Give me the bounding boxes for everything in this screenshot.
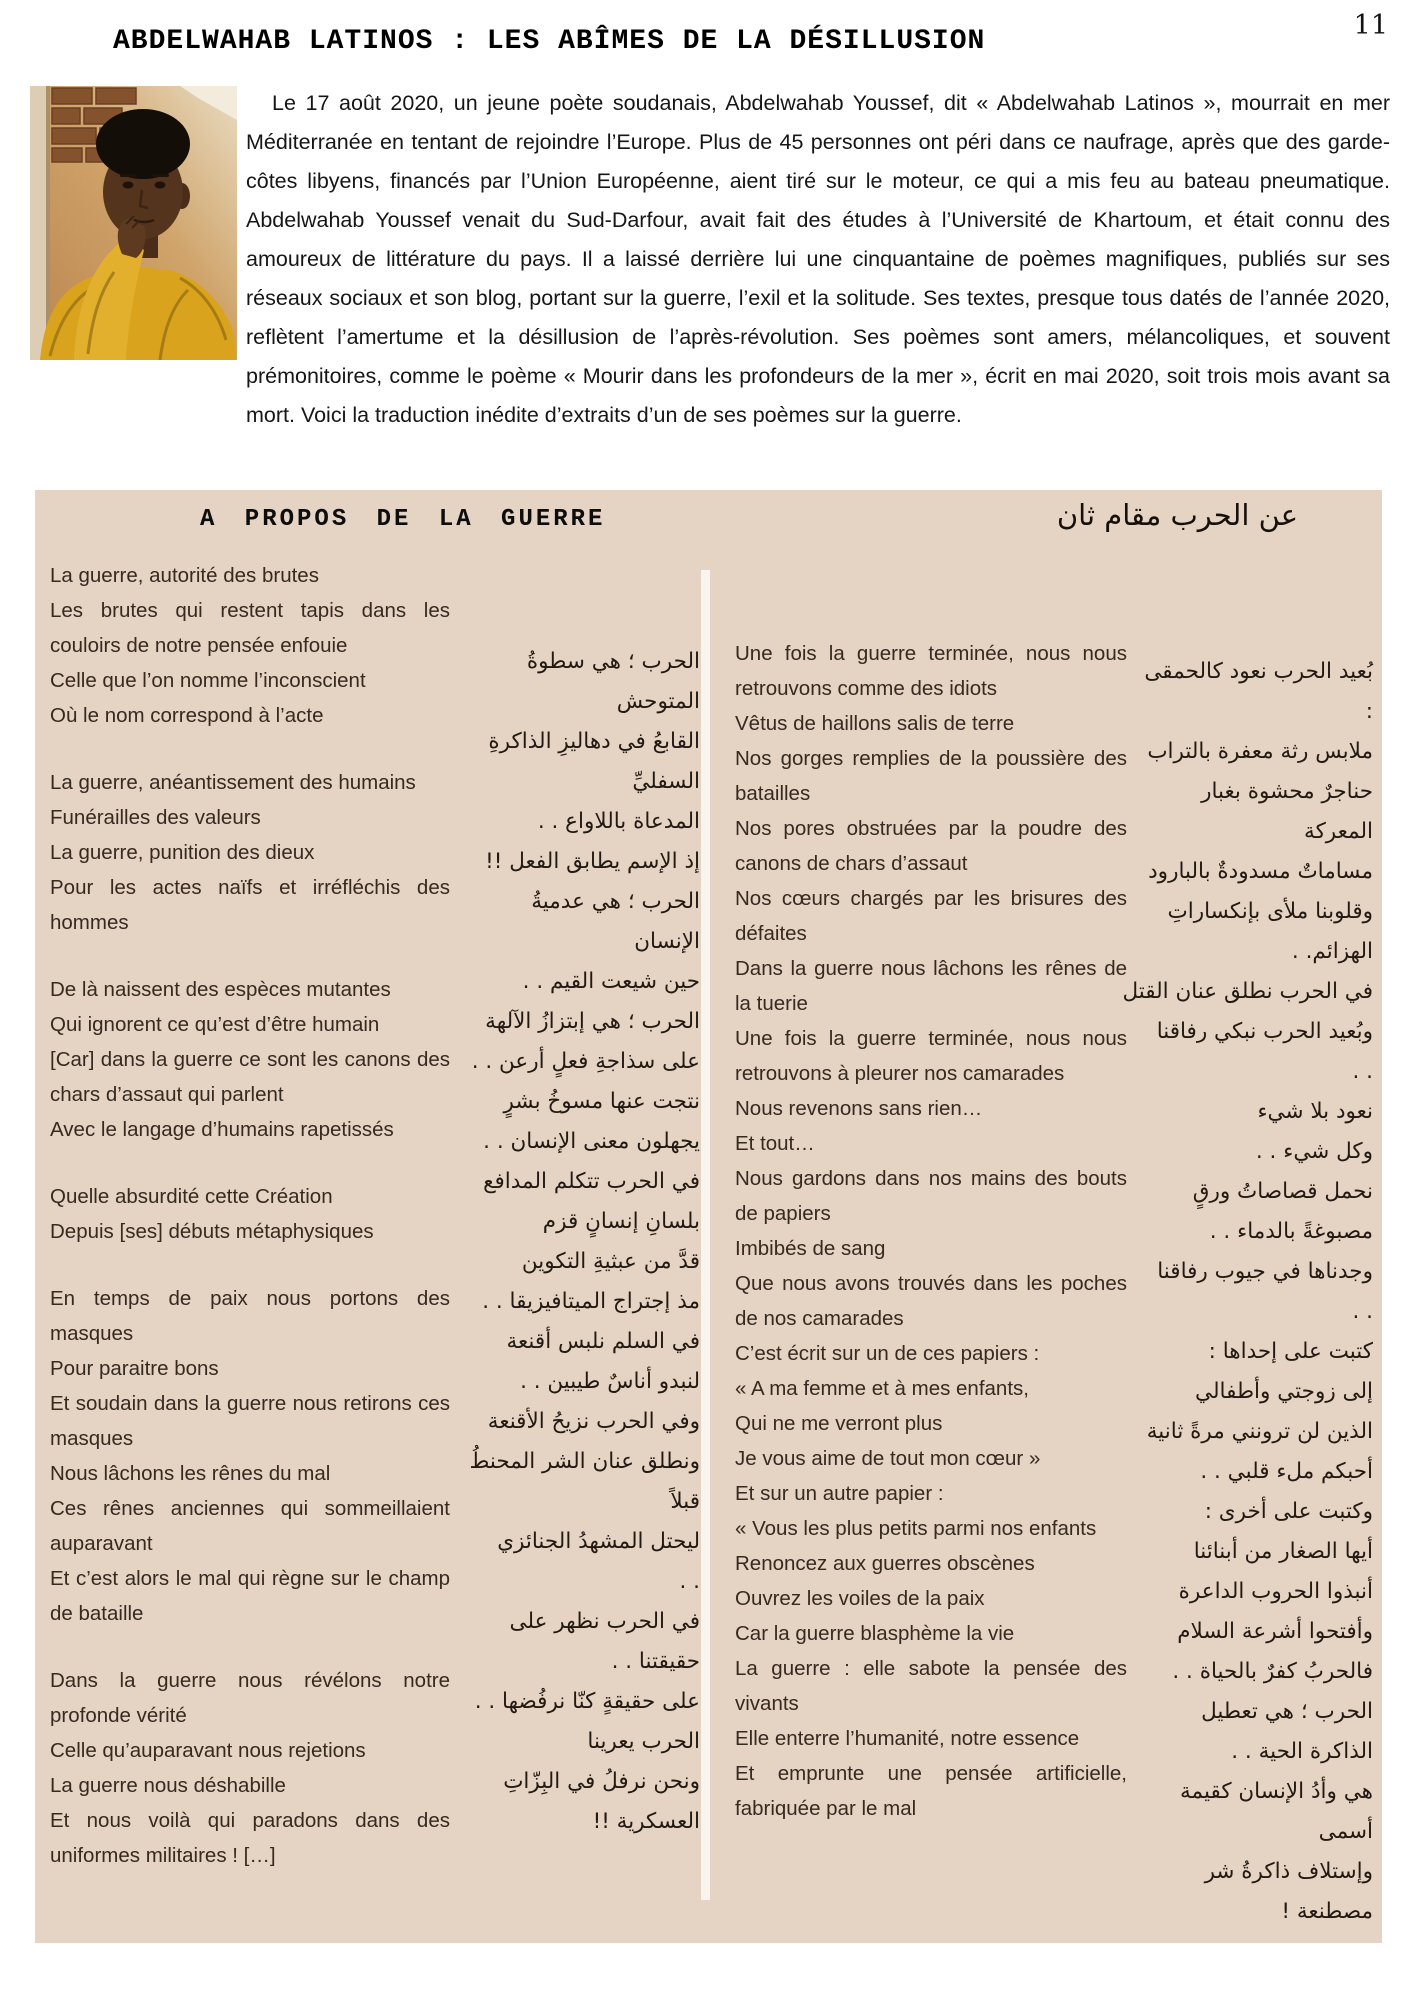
poem-line-fr: « Vous les plus petits parmi nos enfants	[735, 1517, 1097, 1540]
poem-line-ar: وفي الحرب نزيحُ الأقنعة	[487, 1409, 700, 1434]
poem-line-ar: في الحرب نظهر على	[509, 1609, 700, 1634]
poem-line-ar: وإستلاف ذاكرةُ شر	[1204, 1859, 1373, 1884]
poem-line-ar: وكل شيء . .	[1255, 1139, 1373, 1164]
poem-line-ar: إذ الإسم يطابق الفعل !!	[485, 849, 700, 874]
poem-line-ar: الحرب ؛ هي سطوةُ	[526, 649, 700, 674]
poem-line-fr: Nous lâchons les rênes du mal	[50, 1462, 331, 1485]
poem-line-ar: نتجت عنها مسوخُ بشرٍ	[503, 1089, 700, 1114]
poem-line-ar: هي وأدُ الإنسان كقيمة	[1180, 1779, 1373, 1804]
poem-line-ar: حقيقتنا . .	[611, 1649, 700, 1674]
poem-line-fr	[50, 1249, 450, 1281]
poet-eyebrow-left	[120, 174, 137, 177]
poem-line-ar: . .	[1352, 1059, 1373, 1084]
poem-line-fr: La guerre, autorité des brutes	[50, 564, 319, 587]
poem-line-fr: La guerre nous déshabille	[50, 1774, 286, 1797]
page-title: ABDELWAHAB LATINOS : LES ABÎMES DE LA DÉSILLUSION	[113, 26, 986, 57]
poem-line-fr: La guerre, anéantissement des humains	[50, 771, 416, 794]
poem-line-ar: في الحرب نطلق عنان القتل	[1122, 979, 1373, 1004]
poem-line-ar: مساماتٌ مسدودةٌ بالبارود	[1148, 859, 1373, 884]
poem-line-ar: نحمل قصاصاتُ ورقٍ	[1192, 1179, 1373, 1204]
poem-line-ar: قبلاً	[670, 1489, 700, 1514]
intro-paragraph: Le 17 août 2020, un jeune poète soudanais, Abdelwahab Youssef, dit « Abdelwahab Latinos », mourrait en mer Méditerranée en tentant de rejoindre l’Europe. Plus de 45 personnes ont péri dans ce naufrage, après que des garde-côtes libyens, financés par l’Union Européenne, aient tiré sur le moteur, ce qui a mis feu au bateau pneumatique. Abdelwahab Youssef venait du Sud-Darfour, avait fait des études à l’Université de Khartoum, et était connu des amoureux de littérature du pays. Il a laissé derrière lui une cinquantaine de poèmes magnifiques, publiés sur ses réseaux sociaux et son blog, portant sur la guerre, l’exil et la solitude. Ses textes, presque tous datés de l’année 2020, reflètent l’amertume et la désillusion de l’après-révolution. Ses poèmes sont amers, mélancoliques, et souvent prémonitoires, comme le poème « Mourir dans les profondeurs de la mer », écrit en mai 2020, soit trois mois avant sa mort. Voici la traduction inédite d’extraits d’un de ses poèmes sur la guerre.	[246, 91, 1390, 427]
poem-line-ar: فالحربُ كفرٌ بالحياة . .	[1172, 1659, 1373, 1684]
poem-line-fr: Dans la guerre nous révélons notre profonde vérité	[50, 1669, 450, 1727]
poem-line-ar: حين شيعت القيم . .	[522, 969, 700, 994]
poem-line-fr: [Car] dans la guerre ce sont les canons des chars d’assaut qui parlent	[50, 1048, 450, 1106]
poem-line-fr: Quelle absurdité cette Création	[50, 1185, 333, 1208]
poem-line-ar: على سذاجةِ فعلٍ أرعن . .	[471, 1049, 700, 1074]
poem-line-fr: La guerre : elle sabote la pensée des vivants	[735, 1657, 1127, 1715]
poem-line-ar: . .	[1352, 1299, 1373, 1324]
poem-line-fr: Celle que l’on nomme l’inconscient	[50, 669, 366, 692]
poem-line-fr: Et nous voilà qui paradons dans des uniformes militaires ! […]	[50, 1809, 450, 1867]
poem-line-ar: نعود بلا شيء	[1257, 1099, 1373, 1124]
poem-line-fr: Funérailles des valeurs	[50, 806, 261, 829]
poem-line-ar: وجدناها في جيوب رفاقنا	[1157, 1259, 1373, 1284]
poem-line-ar: ليحتل المشهدُ الجنائزي	[497, 1529, 700, 1554]
poem-line-fr: Ces rênes anciennes qui sommeillaient auparavant	[50, 1497, 450, 1555]
poem-column-french-1	[50, 558, 450, 1873]
poem-line-fr: Et soudain dans la guerre nous retirons ces masques	[50, 1392, 450, 1450]
poem-line-fr: Une fois la guerre terminée, nous nous retrouvons comme des idiots	[735, 642, 1127, 700]
poem-line-ar: الحرب يعرينا	[587, 1729, 700, 1754]
poem-column-arabic-2	[1107, 652, 1373, 1932]
poem-line-fr: Et emprunte une pensée artificielle, fabriquée par le mal	[735, 1762, 1127, 1820]
poem-line-fr: Celle qu’auparavant nous rejetions	[50, 1739, 366, 1762]
poem-line-ar: إلى زوجتي وأطفالي	[1195, 1379, 1373, 1404]
poet-eye-left	[123, 182, 134, 189]
poem-line-ar: المعركة	[1304, 819, 1373, 844]
poet-eyebrow-right	[152, 174, 169, 177]
column-divider	[701, 570, 710, 1900]
poem-line-ar: لنبدو أناسٌ طيبين . .	[520, 1369, 700, 1394]
poem-line-ar: كتبت على إحداها :	[1208, 1339, 1373, 1364]
poem-line-fr: Car la guerre blasphème la vie	[735, 1622, 1015, 1645]
poem-line-fr: « A ma femme et à mes enfants,	[735, 1377, 1029, 1400]
poem-line-fr: Nous gardons dans nos mains des bouts de papiers	[735, 1167, 1127, 1225]
poem-line-ar: على حقيقةٍ كنّا نرفُضها . .	[474, 1689, 700, 1714]
poem-line-ar: :	[1365, 699, 1373, 724]
poem-line-fr: Je vous aime de tout mon cœur »	[735, 1447, 1041, 1470]
poem-line-fr: La guerre, punition des dieux	[50, 841, 315, 864]
poem-line-fr: Les brutes qui restent tapis dans les couloirs de notre pensée enfouie	[50, 599, 450, 657]
poem-line-ar: العسكرية !!	[592, 1809, 700, 1834]
poem-line-ar: وأفتحوا أشرعة السلام	[1177, 1619, 1373, 1644]
poem-line-ar: الإنسان	[634, 929, 700, 954]
poem-line-ar: مصبوغةً بالدماء . .	[1209, 1219, 1373, 1244]
section-heading-french: A PROPOS DE LA GUERRE	[200, 506, 606, 533]
poem-line-ar: ونحن نرفلُ في البِزّاتِ	[503, 1769, 700, 1794]
poem-line-fr: En temps de paix nous portons des masques	[50, 1287, 450, 1345]
poem-line-ar: الحرب ؛ هي تعطيل	[1201, 1699, 1373, 1724]
poem-line-fr	[50, 1631, 450, 1663]
poem-line-ar: يجهلون معنى الإنسان . .	[483, 1129, 700, 1154]
poem-line-ar: أحبكم ملء قلبي . .	[1200, 1459, 1373, 1484]
poem-line-fr: Et c’est alors le mal qui règne sur le champ de bataille	[50, 1567, 450, 1625]
poem-line-ar: أيها الصغار من أبنائنا	[1193, 1539, 1373, 1564]
poem-line-ar: القابعُ في دهاليزِ الذاكرةِ	[488, 729, 700, 754]
poem-line-fr: Nous revenons sans rien…	[735, 1097, 983, 1120]
poem-line-fr: Nos cœurs chargés par les brisures des défaites	[735, 887, 1127, 945]
section-heading-arabic: عن الحرب مقام ثان	[1056, 498, 1298, 532]
poem-line-ar: الحرب ؛ هي عدميةُ	[531, 889, 700, 914]
poem-line-ar: المدعاة باللاواع . .	[537, 809, 700, 834]
poem-column-arabic-1	[427, 642, 700, 1842]
poem-line-fr: Dans la guerre nous lâchons les rênes de la tuerie	[735, 957, 1127, 1015]
poem-line-fr: De là naissent des espèces mutantes	[50, 978, 391, 1001]
poem-line-fr: Ouvrez les voiles de la paix	[735, 1587, 985, 1610]
poem-line-ar: بلسانِ إنسانٍ قزم	[542, 1209, 700, 1234]
poem-line-fr	[50, 940, 450, 972]
poem-section	[35, 490, 1382, 1943]
poem-line-fr: Une fois la guerre terminée, nous nous retrouvons à pleurer nos camarades	[735, 1027, 1127, 1085]
poem-line-ar: قدَّ من عبثيةِ التكوين	[521, 1249, 700, 1274]
poem-line-ar: وبُعيد الحرب نبكي رفاقنا	[1156, 1019, 1373, 1044]
poem-line-ar: الذاكرة الحية . .	[1231, 1739, 1373, 1764]
poem-line-fr: Vêtus de haillons salis de terre	[735, 712, 1015, 735]
poem-line-ar: الذين لن ترونني مرةً ثانية	[1146, 1419, 1373, 1444]
poem-line-ar: أسمى	[1318, 1819, 1373, 1844]
poet-photo-illustration	[30, 86, 237, 360]
poem-line-ar: بُعيد الحرب نعود كالحمقى	[1144, 659, 1373, 684]
page-number: 11	[1353, 10, 1388, 41]
poem-line-fr: Depuis [ses] débuts métaphysiques	[50, 1220, 374, 1243]
poem-line-ar: أنبذوا الحروب الداعرة	[1178, 1579, 1373, 1604]
poem-line-ar: ونطلق عنان الشر المحنطُ	[469, 1449, 700, 1474]
poem-line-fr: Nos gorges remplies de la poussière des batailles	[735, 747, 1127, 805]
poem-line-fr: Qui ne me verront plus	[735, 1412, 943, 1435]
poem-line-fr: Nos pores obstruées par la poudre des canons de chars d’assaut	[735, 817, 1127, 875]
poem-line-ar: الهزائم. .	[1291, 939, 1373, 964]
poem-line-fr: Renoncez aux guerres obscènes	[735, 1552, 1035, 1575]
poem-line-ar: وكتبت على أخرى :	[1204, 1499, 1373, 1524]
poem-line-fr: Imbibés de sang	[735, 1237, 886, 1260]
poem-line-fr: Et sur un autre papier :	[735, 1482, 944, 1505]
photo-pillar	[30, 86, 48, 360]
poem-line-fr: Et tout…	[735, 1132, 815, 1155]
poem-line-ar: الحرب ؛ هي إبتزازُ الآلهة	[485, 1009, 700, 1034]
poem-line-fr	[50, 1147, 450, 1179]
poem-line-ar: في الحرب تتكلم المدافع	[483, 1169, 700, 1194]
poem-column-french-2	[735, 636, 1127, 1826]
poem-line-fr: Pour les actes naïfs et irréfléchis des hommes	[50, 876, 450, 934]
poem-line-ar: مصطنعة !	[1281, 1899, 1373, 1924]
poet-photo	[30, 86, 237, 360]
poem-line-fr: Où le nom correspond à l’acte	[50, 704, 324, 727]
poem-line-fr: Que nous avons trouvés dans les poches de nos camarades	[735, 1272, 1127, 1330]
poem-line-ar: ملابس رثة معفرة بالتراب	[1147, 739, 1373, 764]
poet-eye-right	[155, 182, 166, 189]
poem-line-fr: Elle enterre l’humanité, notre essence	[735, 1727, 1080, 1750]
poem-line-fr	[50, 733, 450, 765]
poem-line-ar: المتوحش	[616, 689, 700, 714]
poem-line-ar: مذ إجتراج الميتافيزيقا . .	[482, 1289, 700, 1314]
poem-line-fr: Pour paraitre bons	[50, 1357, 219, 1380]
poem-line-fr: C’est écrit sur un de ces papiers :	[735, 1342, 1040, 1365]
poem-line-ar: . .	[679, 1569, 700, 1594]
poet-hair	[96, 109, 190, 179]
poem-line-ar: في السلم نلبس أقنعة	[506, 1329, 700, 1354]
poem-line-fr: Qui ignorent ce qu’est d’être humain	[50, 1013, 380, 1036]
poem-line-ar: السفليِّ	[632, 769, 700, 794]
poem-line-fr: Avec le langage d’humains rapetissés	[50, 1118, 394, 1141]
poem-line-ar: وقلوبنا ملأى بإنكساراتِ	[1167, 899, 1373, 924]
poem-line-ar: حناجرٌ محشوة بغبار	[1201, 779, 1373, 804]
